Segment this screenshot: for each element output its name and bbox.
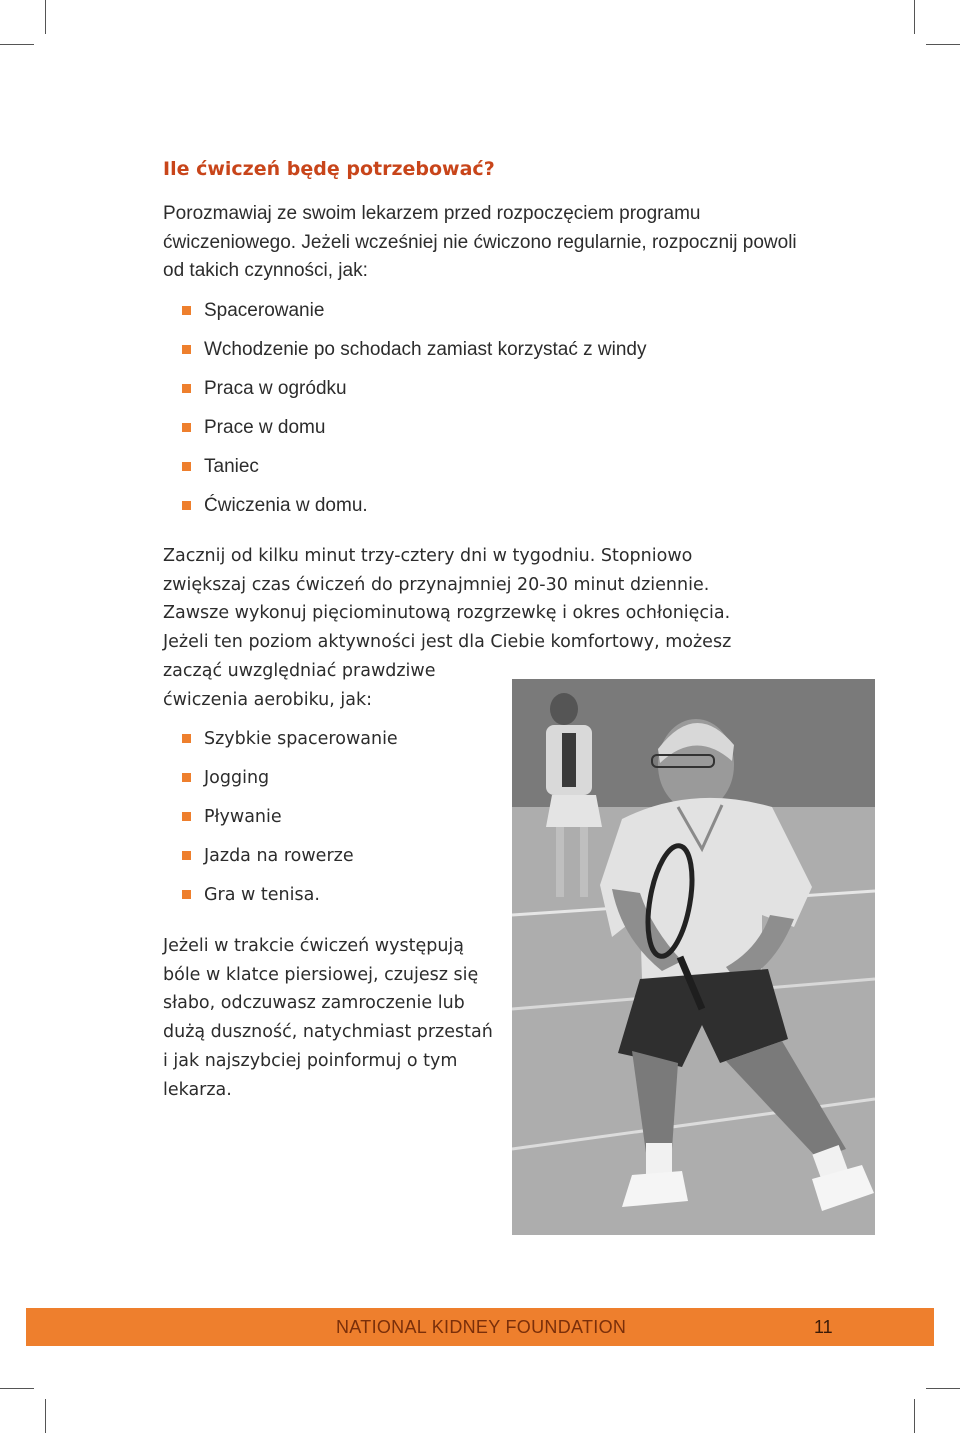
crop-mark — [45, 0, 46, 34]
tennis-photo — [512, 679, 875, 1235]
bullet-square-icon — [182, 306, 191, 315]
warning-paragraph: Jeżeli w trakcie ćwiczeń występują bóle w klatce piersiowej, czujesz się słabo, odczuwasz zamroczenie lub dużą duszność, natychmiast przestań i jak najszybciej poinformuj o tym lekarza. — [163, 936, 493, 1100]
bullet-square-icon — [182, 423, 191, 432]
crop-mark — [0, 1388, 34, 1389]
crop-mark — [914, 1399, 915, 1433]
text-line: ćwiczenia aerobiku, jak: — [163, 689, 373, 710]
bullet-square-icon — [182, 462, 191, 471]
section-heading: Ile ćwiczeń będę potrzebować? — [163, 158, 495, 180]
page-footer — [26, 1308, 934, 1346]
text-line: zwiększaj czas ćwiczeń do przynajmniej 20-30 minut dziennie. — [163, 574, 710, 595]
list-item: Ćwiczenia w domu. — [182, 486, 646, 525]
bullet-square-icon — [182, 734, 191, 743]
bullet-square-icon — [182, 345, 191, 354]
bullet-square-icon — [182, 851, 191, 860]
intro-paragraph: Porozmawiaj ze swoim lekarzem przed rozpoczęciem programu ćwiczeniowego. Jeżeli wcześniej nie ćwiczono regularnie, rozpocznij powoli od takich czynności, jak: — [163, 203, 797, 281]
footer-organization: NATIONAL KIDNEY FOUNDATION — [336, 1317, 627, 1337]
list-item: Jazda na rowerze — [182, 836, 398, 875]
list-item: Jogging — [182, 758, 398, 797]
list-item: Pływanie — [182, 797, 398, 836]
bullet-square-icon — [182, 812, 191, 821]
activity-list — [182, 291, 646, 525]
list-item: Spacerowanie — [182, 291, 646, 330]
crop-mark — [914, 0, 915, 34]
list-item: Szybkie spacerowanie — [182, 719, 398, 758]
crop-mark — [926, 1388, 960, 1389]
crop-mark — [926, 44, 960, 45]
list-item: Praca w ogródku — [182, 369, 646, 408]
list-item: Prace w domu — [182, 408, 646, 447]
text-line: Zacznij od kilku minut trzy-cztery dni w tygodniu. Stopniowo — [163, 546, 693, 566]
page-number: 11 — [814, 1317, 833, 1337]
crop-mark — [0, 44, 34, 45]
tennis-player-illustration — [512, 679, 875, 1235]
bullet-square-icon — [182, 501, 191, 510]
text-line: Zawsze wykonuj pięciominutową rozgrzewkę i okres ochłonięcia. — [163, 603, 731, 624]
list-item: Wchodzenie po schodach zamiast korzystać z windy — [182, 330, 646, 369]
list-item: Gra w tenisa. — [182, 875, 398, 914]
text-line: zacząć uwzględniać prawdziwe — [163, 660, 436, 681]
list-item: Taniec — [182, 447, 646, 486]
bullet-square-icon — [182, 773, 191, 782]
bullet-square-icon — [182, 890, 191, 899]
crop-mark — [45, 1399, 46, 1433]
aerobic-list — [182, 719, 398, 914]
text-line: Jeżeli ten poziom aktywności jest dla Ciebie komfortowy, możesz — [163, 632, 732, 653]
bullet-square-icon — [182, 384, 191, 393]
